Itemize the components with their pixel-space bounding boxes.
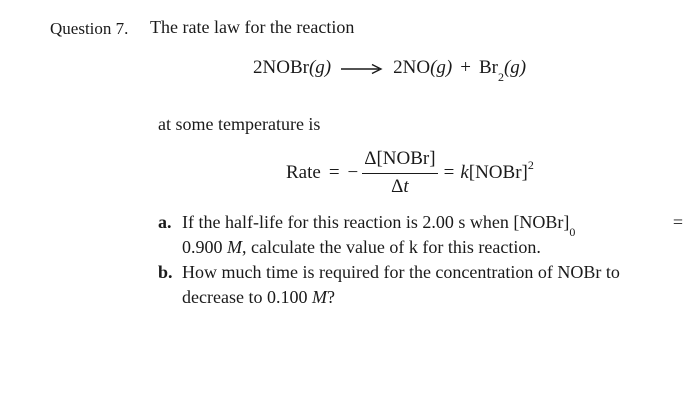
plus-sign: + bbox=[460, 57, 471, 78]
part-a-line2: 0.900 M, calculate the value of k for this reaction. bbox=[182, 237, 541, 257]
equals-sign-2: = bbox=[443, 162, 455, 183]
part-b-line2: decrease to 0.100 M? bbox=[182, 287, 335, 307]
product-no: 2NO(g) bbox=[393, 57, 453, 78]
temperature-line: at some temperature is bbox=[158, 114, 321, 134]
reaction-arrow-icon bbox=[341, 63, 383, 75]
question-number: Question 7. bbox=[50, 19, 129, 38]
part-a-line1: If the half-life for this reaction is 2.00 s when $[NOBr]_0$ = bbox=[182, 212, 683, 239]
part-b-line1: How much time is required for the concentration of NOBr to bbox=[182, 262, 620, 282]
rate-label: Rate bbox=[286, 162, 321, 183]
part-a-letter: a. bbox=[158, 212, 172, 232]
question-intro: The rate law for the reaction bbox=[150, 17, 355, 37]
part-a bbox=[158, 210, 683, 260]
part-b-letter: b. bbox=[158, 262, 173, 282]
part-b bbox=[158, 260, 683, 310]
product-br2: $Br_2(g)$ bbox=[478, 57, 527, 84]
rate-fraction bbox=[362, 148, 437, 198]
reactant: 2NOBr(g) bbox=[253, 57, 332, 78]
fraction-numerator: Δ[NOBr] bbox=[362, 148, 437, 174]
minus-sign: − bbox=[347, 162, 359, 183]
chemical-equation bbox=[253, 57, 527, 84]
equals-sign: = bbox=[328, 162, 340, 183]
rate-expression: k[NOBr]$^2$ bbox=[460, 157, 534, 183]
rate-law-equation bbox=[286, 147, 534, 199]
fraction-denominator: Δt bbox=[391, 176, 409, 197]
question-parts bbox=[158, 210, 683, 310]
